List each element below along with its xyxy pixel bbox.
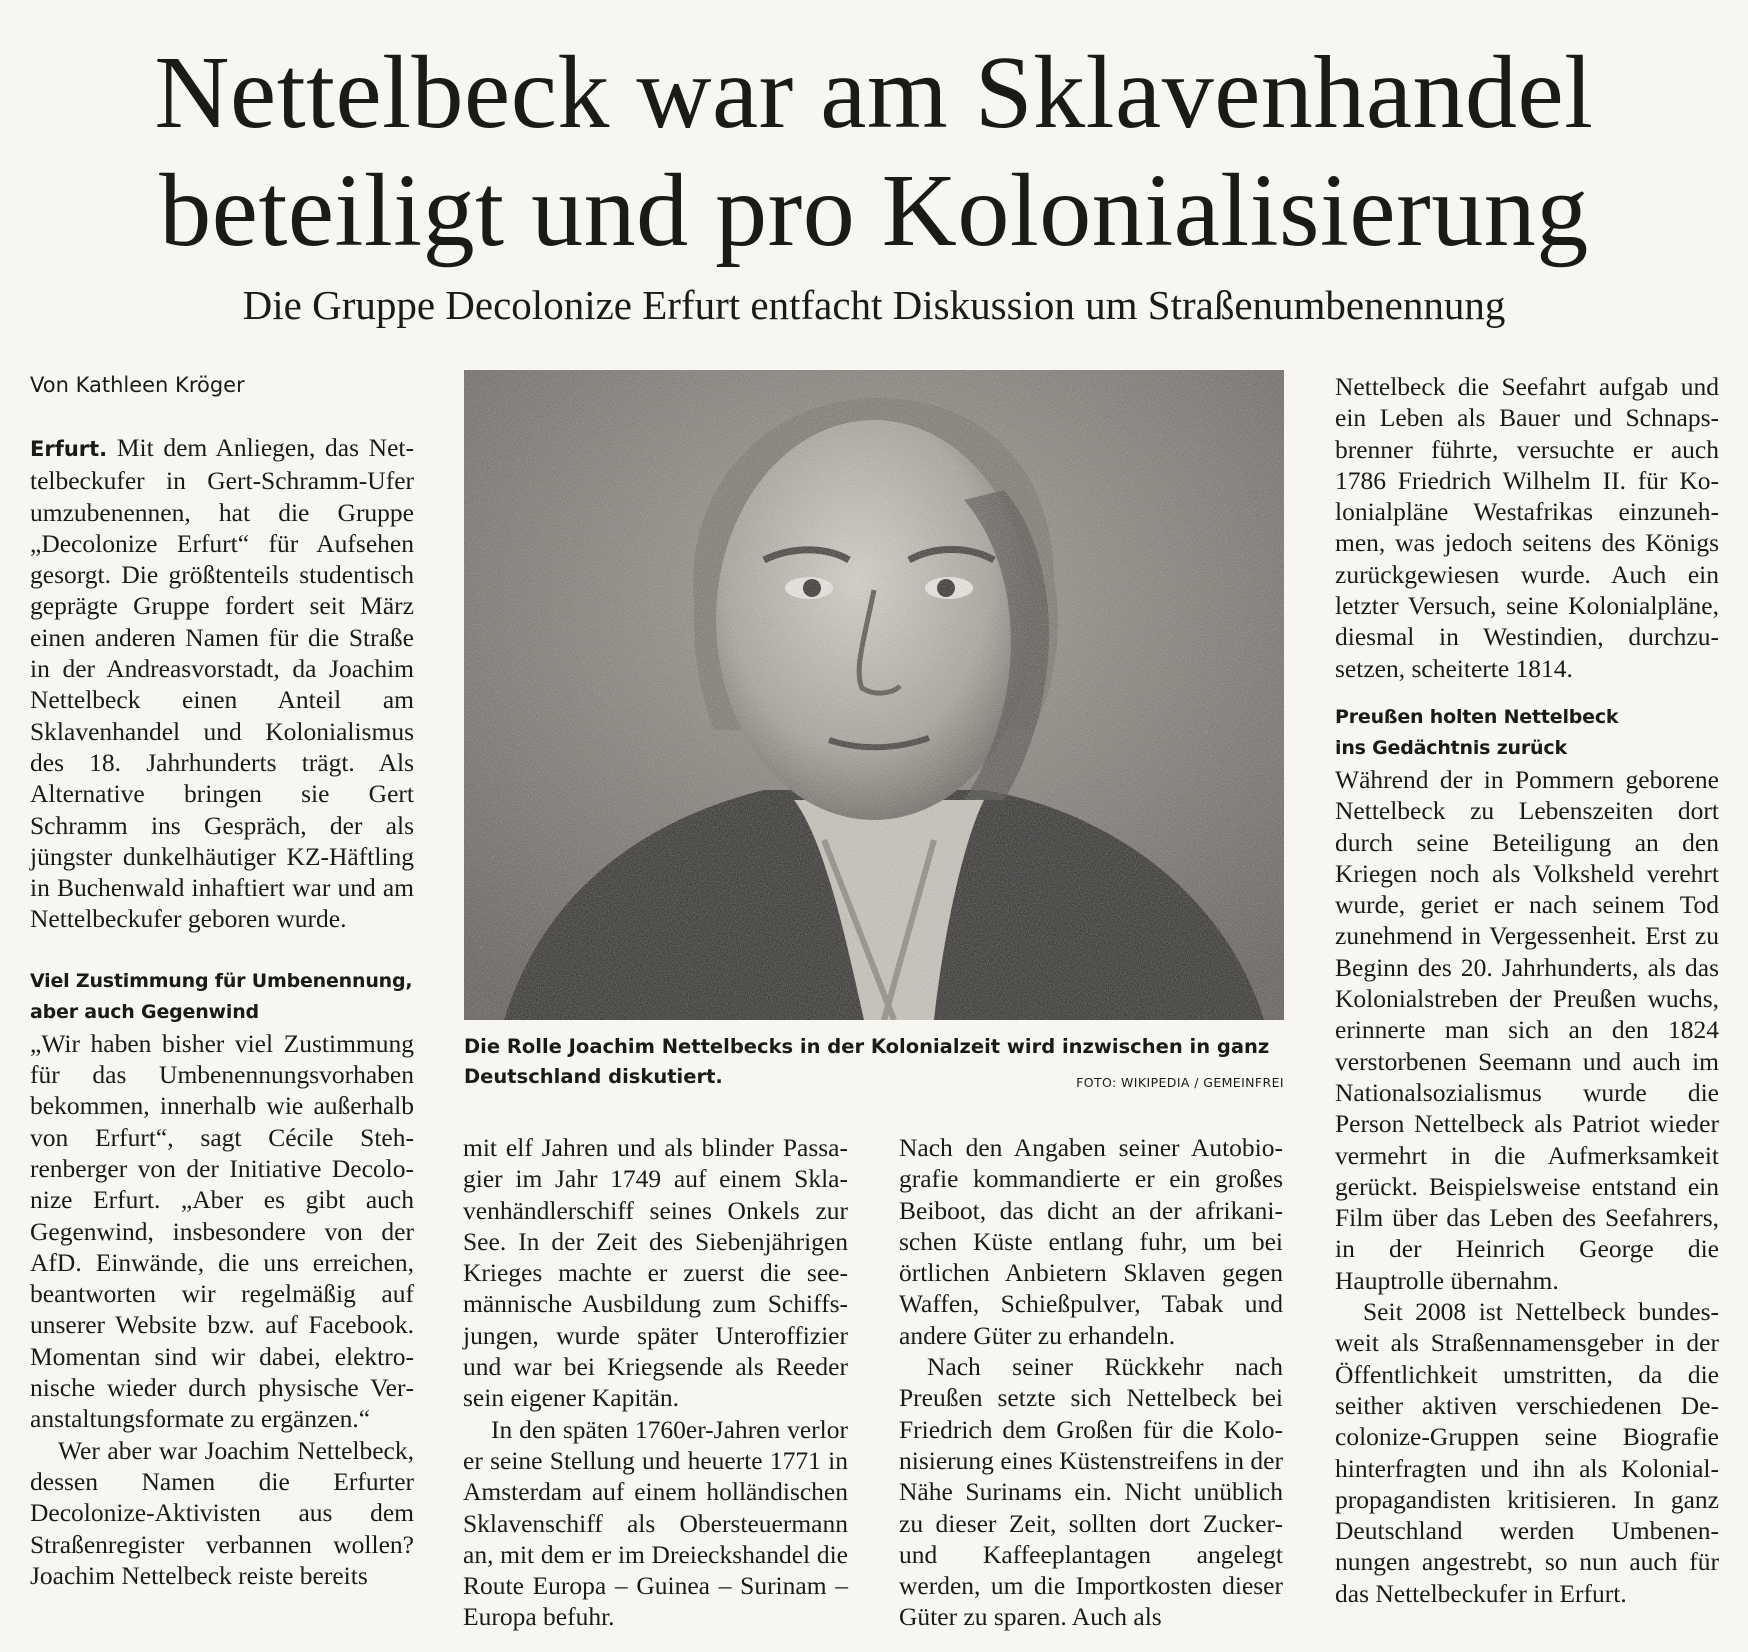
subheading-line-1: Viel Zustimmung für Umbenennung, xyxy=(30,969,413,992)
paragraph: mit elf Jahren und als blinder Passagier im Jahr 1749 auf einem Sklavenhändlerschiff seines Onkels zur See. In der Zeit des Siebenjährigen Krieges machte er zuerst die seemännische Ausbildung zum Schiffsjungen, wurde später Unteroffizier und war bei Kriegsende als Reeder sein eigener Kapitän. xyxy=(463,1133,848,1413)
paragraph: Während der in Pommern geborene Nettelbeck zu Lebenszeiten dort durch seine Beteiligung an den Kriegen noch als Volksheld verehrt wurde, geriet er nach seinem Tod zunehmend in Vergessenheit. Erst zu Beginn des 20. Jahrhunderts, als das Kolonialstreben der Preußen wuchs, erinnerte man sich an den 1824 verstorbenen Seemann und auch im Nationalsozialismus wurde die Person Nettelbeck als Patriot wieder vermehrt in die Aufmerksamkeit gerückt. Beispielsweise entstand ein Film über das Leben des Seefahrers, in der Heinrich George die Hauptrolle übernahm. xyxy=(1335,764,1719,1295)
subheading-preussen xyxy=(1335,702,1719,764)
subheading-zustimmung xyxy=(30,966,414,1028)
dateline: Erfurt. xyxy=(30,437,108,461)
paragraph xyxy=(30,432,414,935)
headline xyxy=(40,34,1708,270)
paragraph: Wer aber war Joachim Nettelbeck, dessen Namen die Erfurter Decolonize-Aktivisten aus dem Straßenregister verbannen wollen? Joachim Nettelbeck reiste bereits xyxy=(30,1435,414,1590)
subheading-line-2: aber auch Gegenwind xyxy=(30,1000,259,1023)
portrait-photo xyxy=(464,370,1284,1020)
paragraph: Nach seiner Rückkehr nach Preußen setzte sich Nettelbeck bei Friedrich dem Großen für die Kolonisierung eines Küstenstreifens in der Nähe Surinams ein. Nicht unüblich zu dieser Zeit, sollten dort Zucker- und Kaffeeplantagen angelegt werden, um die Importkosten dieser Güter zu sparen. Auch als xyxy=(899,1352,1283,1632)
headline-line-1: Nettelbeck war am Sklavenhandel xyxy=(154,35,1594,150)
paragraph-text: Mit dem Anliegen, das Nettelbeckufer in Gert-Schramm-Ufer umzubenennen, hat die Gruppe „Decolonize Erfurt“ für Aufsehen gesorgt. Die größtenteils studentisch geprägte Gruppe fordert seit März einen anderen Namen für die Straße in der Andreasvorstadt, da Joachim Nettelbeck einen Anteil am Sklavenhandel und Kolonialismus des 18. Jahrhunderts trägt. Als Alternative bringen sie Gert Schramm ins Gespräch, der als jüngster dunkelhäutiger KZ-Häftling in Buchenwald inhaftiert war und am Nettelbeckufer geboren wurde. xyxy=(30,433,415,934)
byline: Von Kathleen Kröger xyxy=(30,373,245,397)
article-column-3 xyxy=(899,1132,1283,1633)
paragraph: Seit 2008 ist Nettelbeck bundesweit als Straßennamensgeber in der Öffentlichkeit umstritten, da die seither aktiven verschiedenen Decolonize-Gruppen seine Biografie hinterfragten und ihn als Kolonialpropagandisten kritisieren. In ganz Deutschland werden Umbenennungen angestrebt, so nun auch für das Nettelbeckufer in Erfurt. xyxy=(1335,1297,1719,1608)
paragraph: Nettelbeck die Seefahrt aufgab und ein Leben als Bauer und Schnapsbrenner führte, versuchte er auch 1786 Friedrich Wilhelm II. für Kolonialpläne Westafrikas einzunehmen, was jedoch seitens des Königs zurückgewiesen wurde. Auch ein letzter Versuch, seine Kolonialpläne, diesmal in Westindien, durchzusetzen, scheiterte 1814. xyxy=(1335,372,1719,683)
article-column-2 xyxy=(463,1132,848,1633)
photo-credit: FOTO: WIKIPEDIA / GEMEINFREI xyxy=(1076,1075,1284,1090)
headline-line-2: beteiligt und pro Kolonialisierung xyxy=(159,153,1589,268)
paragraph: „Wir haben bisher viel Zustimmung für das Umbenennungsvorhaben bekommen, innerhalb wie außerhalb von Erfurt“, sagt Cécile Stehrenberger von der Initiative Decolonize Erfurt. „Aber es gibt auch Gegenwind, insbesondere von der AfD. Einwände, die uns erreichen, beantworten wir regelmäßig auf unserer Website bzw. auf Facebook. Momentan sind wir dabei, elektronische wieder durch physische Veranstaltungsformate zu ergänzen.“ xyxy=(30,1028,414,1434)
paragraph: In den späten 1760er-Jahren verlor er seine Stellung und heuerte 1771 in Amsterdam auf einem holländischen Sklavenschiff als Obersteuermann an, mit dem er im Dreieckshandel die Route Europa – Guinea – Surinam – Europa befuhr. xyxy=(463,1414,848,1632)
paragraph: Nach den Angaben seiner Autobiografie kommandierte er ein großes Beiboot, das dicht an der afrikanischen Küste entlang fuhr, um bei örtlichen Anbietern Sklaven gegen Waffen, Schießpulver, Tabak und andere Güter zu erhandeln. xyxy=(899,1133,1283,1350)
article-column-1 xyxy=(30,432,414,1591)
subheadline: Die Gruppe Decolonize Erfurt entfacht Diskussion um Straßenumbenennung xyxy=(242,282,1506,328)
article-column-4 xyxy=(1335,371,1719,1609)
subheading-line-1: Preußen holten Nettelbeck xyxy=(1335,705,1619,728)
photo-caption: Die Rolle Joachim Nettelbecks in der Kolonialzeit wird inzwischen in ganz Deutschland diskutiert. xyxy=(464,1035,1270,1088)
portrait-engraving-image xyxy=(464,370,1284,1020)
subheading-line-2: ins Gedächtnis zurück xyxy=(1335,736,1567,759)
